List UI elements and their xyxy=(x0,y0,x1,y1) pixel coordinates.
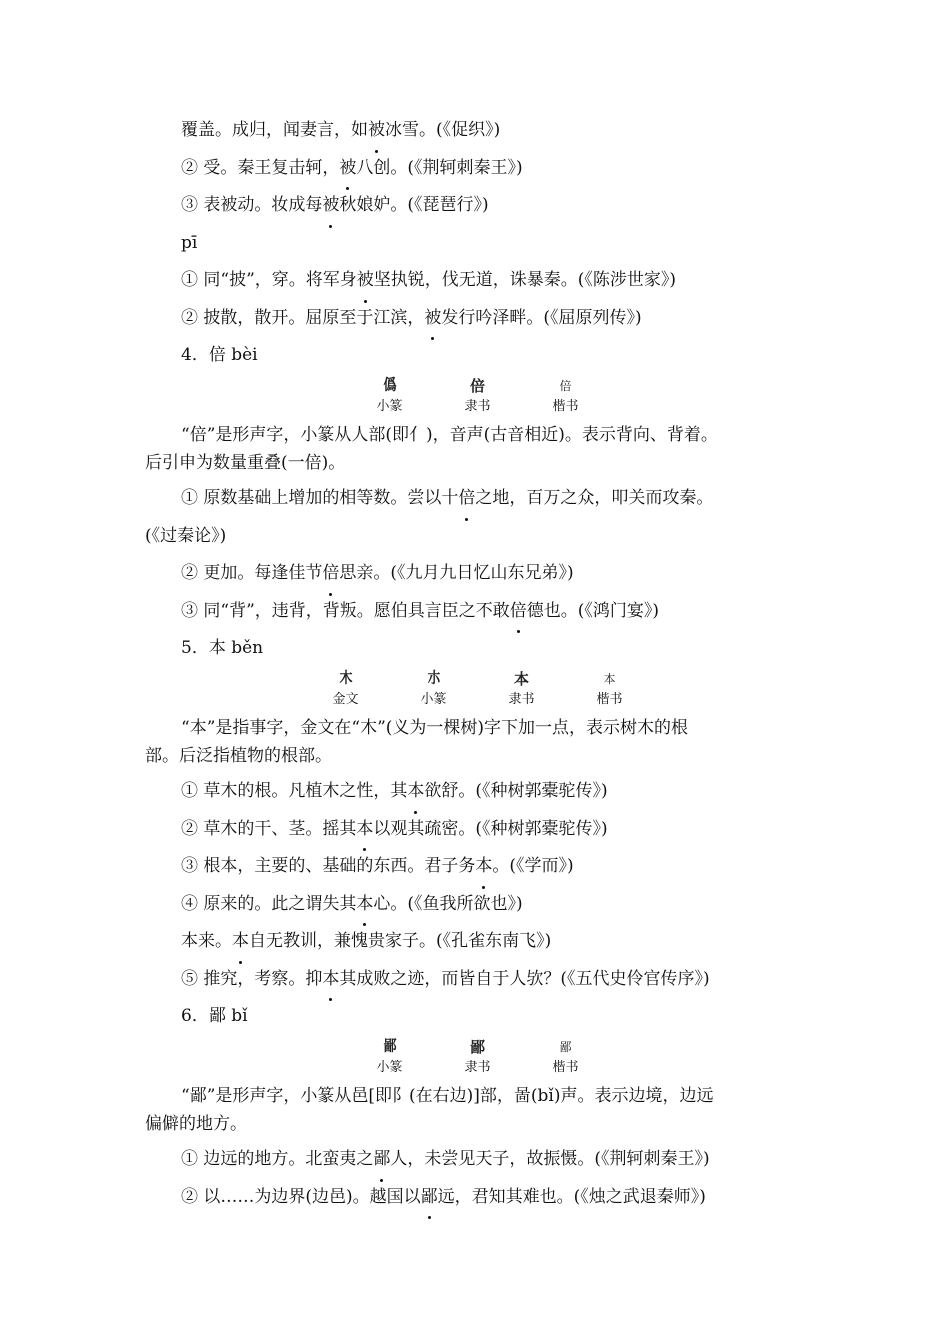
meaning-item: ② 以……为边界(边邑)。越国以鄙远，君知其难也。(《烛之武退秦师》) xyxy=(145,1179,810,1217)
top-section xyxy=(145,112,810,337)
glyph-image: 鄙 xyxy=(559,1040,572,1054)
meaning-item: ③ 同“背”，违背，背叛。愿伯具言臣之不敢倍德也。(《鸿门宴》) xyxy=(145,593,810,631)
glyph-image: 朩 xyxy=(427,669,440,688)
glyph-caption: 金文 xyxy=(332,692,359,707)
glyph-caption: 楷书 xyxy=(552,399,579,414)
meaning-item: ① 草木的根。凡植木之性，其本欲舒。(《种树郭橐驼传》) xyxy=(145,773,810,811)
glyph-clerical xyxy=(454,375,502,417)
emphasis-char: 本 xyxy=(232,923,249,961)
emphasis-char: 被 xyxy=(339,150,356,188)
glyph-clerical xyxy=(454,1036,502,1078)
text-line: ① 同“披”，穿。将军身被坚执锐，伐无道，诛暴秦。(《陈涉世家》) xyxy=(145,262,810,300)
emphasis-char: 倍 xyxy=(510,593,527,631)
entry-bi xyxy=(145,998,810,1216)
glyph-image: 本 xyxy=(603,672,616,686)
emphasis-char: 本 xyxy=(475,848,492,886)
explanation-paragraph: “鄙”是形声字，小篆从邑[即阝(在右边)]部，啚(bǐ)声。表示边境，边远 偏僻的地方。 xyxy=(145,1086,714,1134)
glyph-image: 鄙 xyxy=(383,1037,396,1056)
glyph-regular xyxy=(542,1036,590,1078)
text-line: ② 受。秦王复击轲，被八创。(《荆轲刺秦王》) xyxy=(145,150,810,188)
emphasis-char: 被 xyxy=(357,262,374,300)
emphasis-char: 被 xyxy=(368,112,385,150)
emphasis-char: 倍 xyxy=(322,555,339,593)
emphasis-char: 被 xyxy=(322,187,339,225)
glyph-caption: 隶书 xyxy=(464,1060,491,1075)
glyph-caption: 楷书 xyxy=(596,692,623,707)
glyph-caption: 小篆 xyxy=(376,1060,403,1075)
emphasis-char: 鄙 xyxy=(373,1141,390,1179)
glyph-image: 鄙 xyxy=(469,1038,485,1056)
meaning-item: ④ 原来的。此之谓失其本心。(《鱼我所欲也》) xyxy=(145,886,810,924)
entry-heading: 5．本 běn xyxy=(181,638,264,658)
meaning-item: ① 边远的地方。北蛮夷之鄙人，未尝见天子，故振慑。(《荆轲刺秦王》) xyxy=(145,1141,810,1179)
emphasis-char: 本 xyxy=(407,773,424,811)
glyph-caption: 小篆 xyxy=(376,399,403,414)
meaning-item-cont: (《过秦论》) xyxy=(145,525,227,546)
text-line: ③ 表被动。妆成每被秋娘妒。(《琵琶行》) xyxy=(145,187,810,225)
script-forms xyxy=(145,668,810,710)
meaning-item: ② 草木的干、茎。摇其本以观其疏密。(《种树郭橐驼传》) xyxy=(145,811,810,849)
meaning-item: 本来。本自无教训，兼愧贵家子。(《孔雀东南飞》) xyxy=(145,923,810,961)
glyph-image: 僞 xyxy=(383,376,396,395)
emphasis-char: 本 xyxy=(356,811,373,849)
explanation-paragraph: “倍”是形声字，小篆从人部(即亻)，音声(古音相近)。表示背向、背着。 后引申为数量重叠(一倍)。 xyxy=(145,425,718,473)
entry-bei xyxy=(145,337,810,630)
pinyin-line: pī xyxy=(181,232,198,253)
entry-heading: 6．鄙 bǐ xyxy=(181,1006,248,1026)
glyph-caption: 小篆 xyxy=(420,692,447,707)
script-forms xyxy=(145,375,810,417)
emphasis-char: 倍 xyxy=(458,480,475,518)
explanation-paragraph: “本”是指事字，金文在“木”(义为一棵树)字下加一点，表示树木的根 部。后泛指植物的根部。 xyxy=(145,718,689,766)
glyph-caption: 隶书 xyxy=(508,692,535,707)
emphasis-char: 本 xyxy=(322,961,339,999)
text-line: ② 披散，散开。屈原至于江滨，被发行吟泽畔。(《屈原列传》) xyxy=(145,300,810,338)
document-page xyxy=(145,112,810,1216)
glyph-seal xyxy=(366,375,414,417)
script-forms xyxy=(145,1036,810,1078)
glyph-seal xyxy=(410,668,458,710)
meaning-item: ② 更加。每逢佳节倍思亲。(《九月九日忆山东兄弟》) xyxy=(145,555,810,593)
glyph-image: 本 xyxy=(513,670,529,688)
meaning-item: ① 原数基础上增加的相等数。尝以十倍之地，百万之众，叩关而攻秦。 xyxy=(145,480,810,518)
glyph-image: 倍 xyxy=(469,377,485,395)
emphasis-char: 本 xyxy=(356,886,373,924)
glyph-seal xyxy=(366,1036,414,1078)
glyph-caption: 楷书 xyxy=(552,1060,579,1075)
meaning-item: ③ 根本，主要的、基础的东西。君子务本。(《学而》) xyxy=(145,848,810,886)
emphasis-char: 被 xyxy=(424,300,441,338)
glyph-bronze xyxy=(322,668,370,710)
glyph-image: 倍 xyxy=(559,379,572,393)
glyph-caption: 隶书 xyxy=(464,399,491,414)
text-line: 覆盖。成归，闻妻言，如被冰雪。(《促织》) xyxy=(145,112,810,150)
meaning-item: ⑤ 推究，考察。抑本其成败之迹，而皆自于人欤？(《五代史伶官传序》) xyxy=(145,961,810,999)
entry-ben xyxy=(145,630,810,998)
glyph-regular xyxy=(586,668,634,710)
glyph-regular xyxy=(542,375,590,417)
entry-heading: 4．倍 bèi xyxy=(181,345,258,365)
glyph-image: 木 xyxy=(339,669,352,688)
emphasis-char: 鄙 xyxy=(421,1179,438,1217)
glyph-clerical xyxy=(498,668,546,710)
